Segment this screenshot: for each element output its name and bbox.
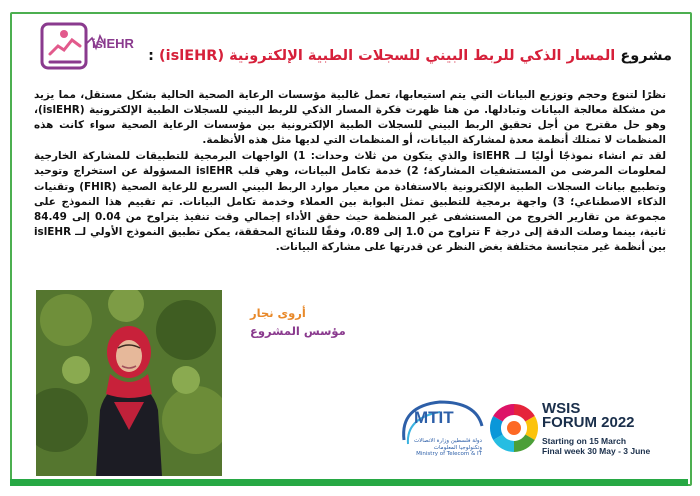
wsis-line2: FORUM 2022 xyxy=(542,414,635,431)
founder-role: مؤسس المشروع xyxy=(250,324,346,338)
wsis-line4: Final week 30 May - 3 June xyxy=(542,446,651,456)
paragraph-intro: نظرًا لتنوع وحجم وتوزيع البيانات التي يتم استيعابها، تعمل غالبية مؤسسات الرعاية الصحية الحالية بشكل مستقل، مما يزيد من مشكلة معالجة البيانات وتبادلها. من هنا ظهرت فكرة المسار الذكي للربط البيني للسجلات الطبية الإلكترونية (islEHR)، وهو حل مقترح من أجل تحقيق الربط البيني للسجلات الطبية الإلكترونية بين مؤسسات الرعاية الصحية سواء كانت هذه المنظمات لا تمتلك أنظمة معدة لمشاركة البيانات، أو المنظمات التي لديها مثل هذه الأنظمة. xyxy=(34,89,666,147)
wsis-line1: WSIS xyxy=(542,400,581,417)
title-accent: المسار الذكي للربط البيني للسجلات الطبية الإلكترونية (islEHR) xyxy=(159,48,616,64)
founder-name: أروى نجار xyxy=(250,306,306,320)
page-header xyxy=(140,36,672,76)
mtit-caption xyxy=(402,438,482,458)
islehr-logo-text: islEHR xyxy=(92,36,134,51)
founder-block xyxy=(250,306,370,338)
wsis-line3: Starting on 15 March xyxy=(542,436,627,446)
mtit-caption-ar: دولة فلسطين وزارة الاتصالات وتكنولوجيا المعلومات xyxy=(413,438,482,451)
islehr-logo xyxy=(36,16,146,82)
sdg-wheel-icon xyxy=(488,402,540,454)
mtit-caption-en: Ministry of Telecom & IT xyxy=(416,451,482,457)
project-description xyxy=(34,88,666,256)
page-title xyxy=(148,48,672,64)
wsis-dates xyxy=(542,436,650,456)
mtit-logo xyxy=(398,396,488,468)
mtit-logo-text: MTIT xyxy=(414,408,454,427)
wsis-title xyxy=(542,402,635,430)
founder-photo-image xyxy=(36,290,222,476)
title-lead: مشروع xyxy=(620,48,672,64)
wsis-forum-logo xyxy=(488,392,688,472)
founder-photo xyxy=(36,290,222,476)
title-tail: : xyxy=(148,48,154,64)
paragraph-prototype: لقد تم انشاء نموذجًا أوليًا لــ islEHR والذي يتكون من ثلاث وحدات: 1) الواجهات البرمجية للتطبيقات للمشاركة الخارجية لمعلومات المرضى من المستشفيات المشاركة؛ 2) خدمة تكامل البيانات، وهي قلب islEHR المسؤولة عن استخراج وتوحيد وتطبيع بيانات السجلات الطبية الإلكترونية بالاستفادة من معيار موارد الربط البيني السريع للرعاية الصحية (FHIR) وتقنيات الذكاء الاصطناعي؛ 3) واجهة برمجية للتطبيق تمثل البوابة بين العملاء وخدمة تكامل البيانات. تم تقييم هذا النموذج على مجموعة من تقارير الخروج من المستشفى غير المنظمة حيث حقق الأداء إجمالي وقت تنفيذ يتراوح من 0.04 إلى 84.49 ثانية، بينما وصلت الدقة إلى درجة F تتراوح من 1.0 إلى 0.89، وفقًا للنتائج المحققة، يمكن تطبيق النموذج الأولي لــ islEHR بين أنظمة غير متجانسة مختلفة بغض النظر عن قدرتها على مشاركة البيانات. xyxy=(34,150,666,253)
